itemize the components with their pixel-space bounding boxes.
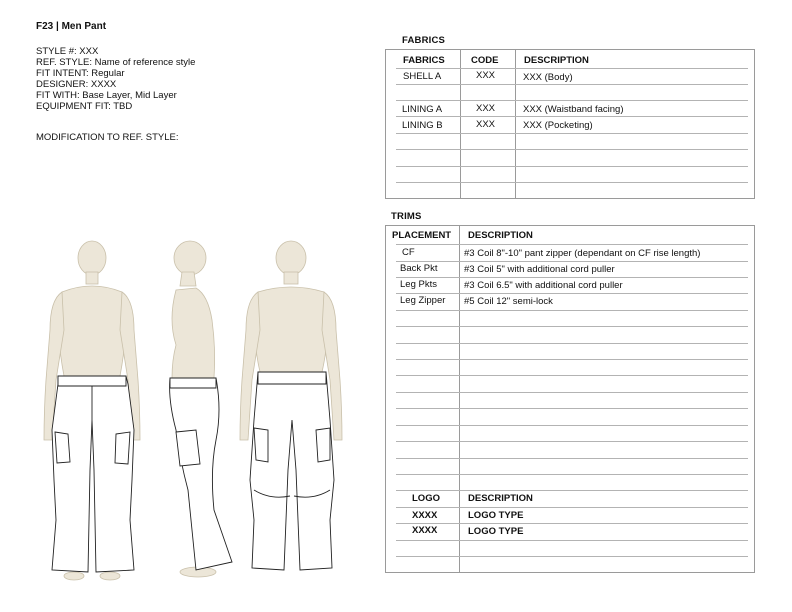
trim-description: #3 Coil 6.5" with additional cord puller (464, 280, 623, 291)
ref-style: REF. STYLE: Name of reference style (36, 57, 196, 68)
trim-placement: Leg Pkts (400, 279, 437, 290)
trim-description: #5 Coil 12" semi-lock (464, 296, 553, 307)
mannequin-neck (284, 272, 298, 284)
page-title: F23 | Men Pant (36, 21, 107, 32)
logo-name: XXXX (412, 525, 438, 536)
fabrics-header-description: DESCRIPTION (524, 55, 589, 66)
logo-header: LOGO (412, 493, 440, 504)
trims-section-title: TRIMS (391, 211, 422, 222)
fabric-code: XXX (476, 70, 496, 81)
fabric-description: XXX (Body) (523, 72, 573, 83)
fabric-code: XXX (476, 119, 496, 130)
fabrics-header-fabrics: FABRICS (403, 55, 445, 66)
fit-intent: FIT INTENT: Regular (36, 68, 125, 79)
logo-name: XXXX (412, 510, 438, 521)
trim-description: #3 Coil 8"-10" pant zipper (dependant on CF rise length) (464, 248, 701, 259)
designer: DESIGNER: XXXX (36, 79, 117, 90)
equipment-fit: EQUIPMENT FIT: TBD (36, 101, 133, 112)
fabric-name: LINING A (402, 104, 443, 115)
trim-placement: Leg Zipper (400, 295, 446, 306)
fabric-code: XXX (476, 103, 496, 114)
back-leg-pocket (316, 428, 330, 462)
modification-label: MODIFICATION TO REF. STYLE: (36, 132, 179, 143)
mannequin-head (276, 241, 306, 275)
back-waistband (258, 372, 326, 384)
fabrics-section-title: FABRICS (402, 35, 446, 46)
logo-header-description: DESCRIPTION (468, 493, 533, 504)
fabrics-header-code: CODE (471, 55, 499, 66)
logo-type: LOGO TYPE (468, 526, 524, 537)
trim-description: #3 Coil 5" with additional cord puller (464, 264, 615, 275)
fabric-name: LINING B (402, 120, 443, 131)
trim-placement: CF (402, 247, 415, 258)
trim-placement: Back Pkt (400, 263, 438, 274)
style-number: STYLE #: XXX (36, 46, 99, 57)
fit-with: FIT WITH: Base Layer, Mid Layer (36, 90, 177, 101)
back-pant (250, 372, 334, 570)
fabric-name: SHELL A (403, 71, 442, 82)
mannequin-torso (254, 287, 328, 372)
trims-header-description: DESCRIPTION (468, 230, 533, 241)
trims-header-placement: PLACEMENT (392, 230, 452, 241)
back-leg-pocket (254, 428, 268, 462)
fabric-description: XXX (Waistband facing) (523, 104, 624, 115)
logo-type: LOGO TYPE (468, 510, 524, 521)
fabric-description: XXX (Pocketing) (523, 120, 593, 131)
